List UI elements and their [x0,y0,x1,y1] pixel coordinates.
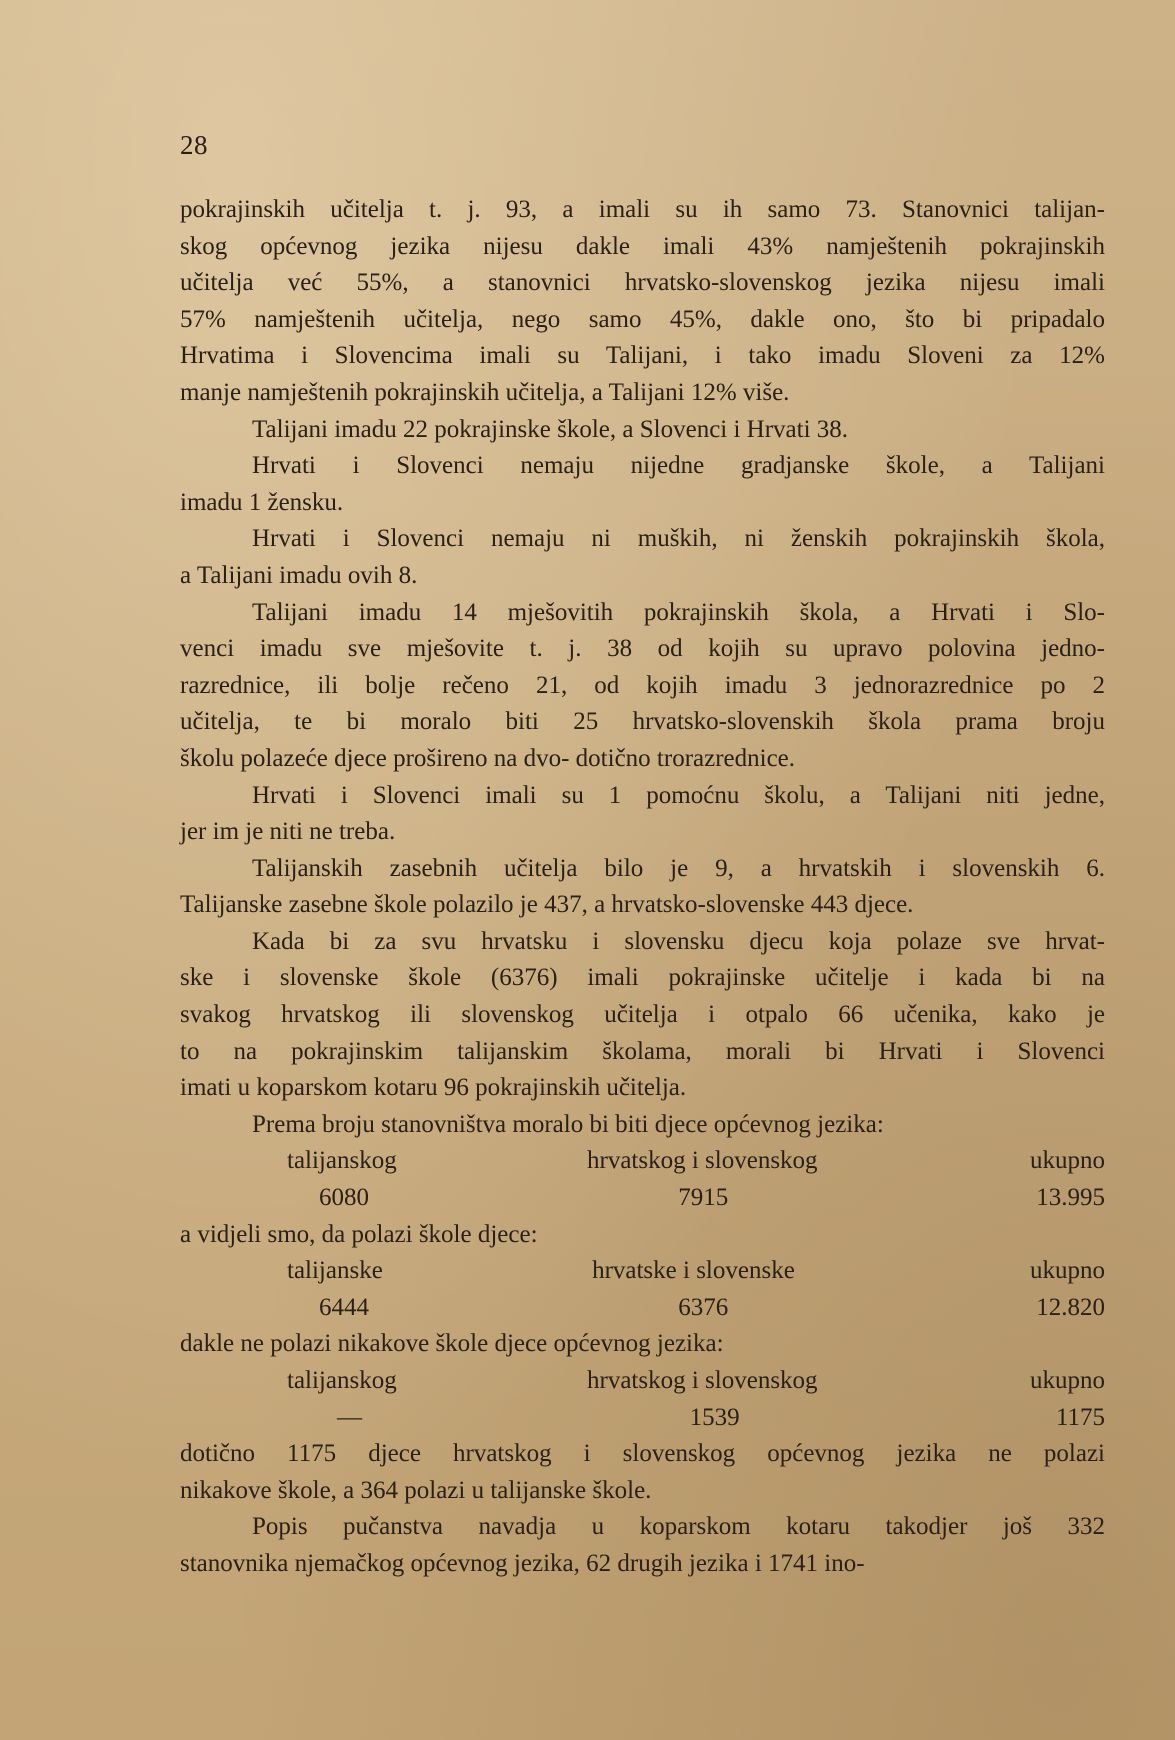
text-line: Talijanskih zasebnih učitelja bilo je 9, a hrvatskih i slovenskih 6. [252,854,1105,882]
table-1-header-row [180,1143,1105,1180]
text-line: imati u koparskom kotaru 96 pokrajinskih učitelja. [180,1074,687,1102]
table-3-header: hrvatskog i slovenskog [587,1367,818,1394]
table-3-header-row [180,1363,1105,1400]
paragraph [180,192,1105,412]
table-3-value: 1175 [1055,1403,1106,1431]
page-number: 28 [180,130,208,160]
text-line: skog općevnog jezika nijesu dakle imali 43% namještenih pokrajinskih [180,232,1105,260]
table-2-header: talijanske [287,1257,383,1285]
table-2 [180,1217,1105,1327]
paragraph [180,448,1105,521]
text-line: venci imadu sve mješovite t. j. 38 od kojih su upravo polovina jedno- [180,635,1105,663]
table-2-header: ukupno [1030,1257,1105,1285]
text-line: to na pokrajinskim talijanskim školama, morali bi Hrvati i Slovenci [180,1037,1105,1065]
text-line: a Talijani imadu ovih 8. [180,561,418,589]
table-2-value: 6444 [319,1293,369,1321]
table-1-value: 7915 [678,1184,729,1212]
body-text [180,192,1105,1107]
paragraph [180,778,1105,851]
text-line: razrednice, ili bolje rečeno 21, od kojih imadu 3 jednorazrednice po 2 [180,671,1105,699]
table-3-header: talijanskog [287,1367,397,1394]
text-line: Talijani imadu 22 pokrajinske škole, a Slovenci i Hrvati 38. [252,415,849,443]
table-1-header: ukupno [1030,1147,1105,1175]
text-line: Hrvati i Slovenci imali su 1 pomoćnu školu, a Talijani niti jedne, [252,781,1105,809]
table-1-value: 13.995 [1036,1184,1105,1212]
table-1-header: talijanskog [287,1147,397,1175]
text-line: pokrajinskih učitelja t. j. 93, a imali su ih samo 73. Stanovnici talijan- [180,196,1105,223]
table-2-header-row [180,1253,1105,1290]
text-line: Kada bi za svu hrvatsku i slovensku djecu koja polaze sve hrvat- [252,927,1105,955]
page-body [180,192,1105,1583]
text-line: imadu 1 žensku. [180,488,344,516]
table-3 [180,1326,1105,1436]
text-line: Talijanske zasebne škole polazilo je 437, a hrvatsko-slovenske 443 djece. [180,891,914,919]
text-line: Hrvatima i Slovencima imali su Talijani, i tako imadu Sloveni za 12% [180,342,1105,370]
text-line: svakog hrvatskog ili slovenskog učitelja i otpalo 66 učenika, kako je [180,1001,1105,1029]
text-line: učitelja već 55%, a stanovnici hrvatsko-slovenskog jezika nijesu imali [180,269,1105,297]
table-3-value: 1539 [689,1403,740,1431]
text-line: ske i slovenske škole (6376) imali pokrajinske učitelje i kada bi na [180,964,1105,992]
text-line: Popis pučanstva navadja u koparskom kotaru takodjer još 332 [252,1513,1105,1541]
table-2-header: hrvatske i slovenske [592,1257,795,1285]
table-3-header: ukupno [1030,1367,1105,1394]
paragraph [180,1509,1105,1582]
table-2-intro: a vidjeli smo, da polazi škole djece: [180,1220,538,1248]
closing-text [180,1436,1105,1582]
text-line: dotično 1175 djece hrvatskog i slovenskog općevnog jezika ne polazi [180,1440,1105,1468]
table-3-value-row [180,1400,1105,1437]
text-line: 57% namještenih učitelja, nego samo 45%, dakle ono, što bi pripadalo [180,305,1105,333]
table-2-value: 12.820 [1036,1293,1105,1321]
table-2-value-row [180,1290,1105,1327]
text-line: stanovnika njemačkog općevnog jezika, 62 drugih jezika i 1741 ino- [180,1549,865,1577]
paragraph [180,412,1105,449]
table-3-intro: dakle ne polazi nikakove škole djece općevnog jezika: [180,1330,724,1358]
text-line: školu polazeće djece prošireno na dvo- dotično trorazrednice. [180,744,796,772]
text-line: jer im je niti ne treba. [180,818,396,846]
text-line: Hrvati i Slovenci nemaju ni muških, ni ženskih pokrajinskih škola, [252,525,1105,553]
paragraph [180,924,1105,1107]
paragraph [180,595,1105,778]
table-3-value: — [337,1403,362,1431]
table-1-value: 6080 [319,1184,369,1212]
paragraph [180,851,1105,924]
table-2-value: 6376 [678,1293,729,1321]
paragraph [180,521,1105,594]
table-1-header: hrvatskog i slovenskog [587,1147,818,1175]
text-line: Hrvati i Slovenci nemaju nijedne gradjanske škole, a Talijani [252,452,1105,480]
text-line: Talijani imadu 14 mješovitih pokrajinskih škola, a Hrvati i Slo- [252,598,1105,626]
text-line: manje namještenih pokrajinskih učitelja, a Talijani 12% više. [180,378,790,406]
paragraph [180,1436,1105,1509]
text-line: učitelja, te bi moralo biti 25 hrvatsko-slovenskih škola prama broju [180,708,1105,736]
text-line: nikakove škole, a 364 polazi u talijanske škole. [180,1476,652,1504]
table-1 [180,1107,1105,1217]
table-1-intro: Prema broju stanovništva moralo bi biti djece općevnog jezika: [252,1110,884,1138]
table-1-value-row [180,1180,1105,1217]
